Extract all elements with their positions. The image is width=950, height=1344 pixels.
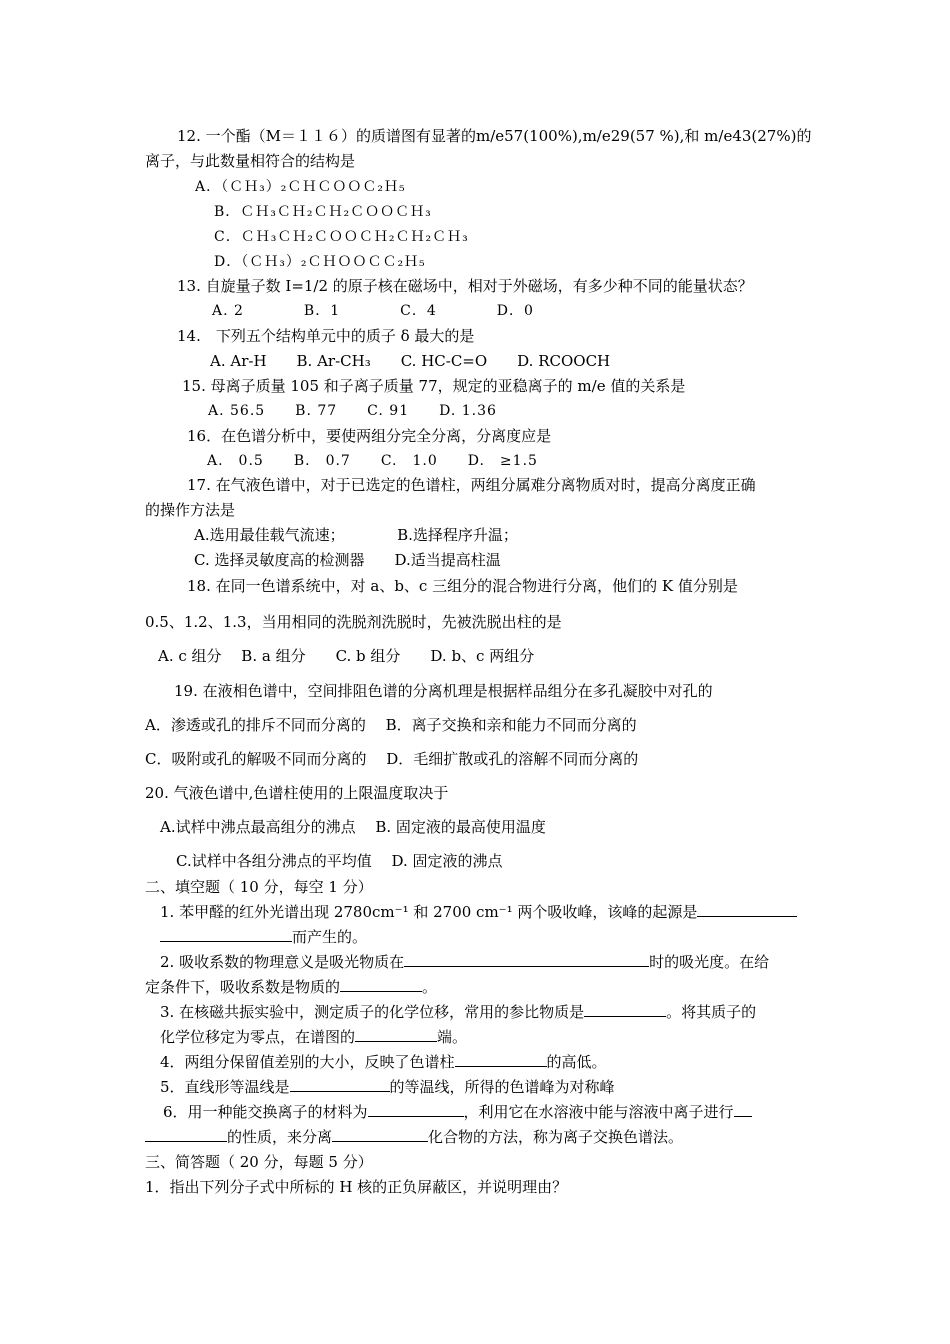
- fill4-blank[interactable]: [455, 1052, 547, 1067]
- q17-options-cd: C. 选择灵敏度高的检测器 D.适当提高柱温: [194, 551, 501, 569]
- section3-heading: 三、简答题（ 20 分，每题 5 分）: [145, 1153, 373, 1171]
- fill6-blank-2b[interactable]: [145, 1127, 227, 1142]
- q13-options: A. 2 B．1 C．4 D．0: [212, 303, 534, 319]
- q12-option-d: D．（ＣＨ₃）₂ＣＨＯＯＣＣ₂Ｈ₅: [214, 254, 426, 270]
- q14-options: A. Ar-H B. Ar-CH₃ C. HC-C=O D. RCOOCH: [210, 352, 611, 370]
- fill2-text: 2. 吸收系数的物理意义是吸光物质在: [160, 953, 405, 971]
- fill6-text-2: 的性质，来分离: [227, 1128, 333, 1146]
- fill5-text: 5．直线形等温线是: [160, 1078, 290, 1096]
- fill3-text-2: 化学位移定为零点，在谱图的: [160, 1028, 356, 1046]
- fill3-line2: [160, 1027, 467, 1047]
- q17-stem-line2: 的操作方法是: [145, 501, 236, 519]
- fill2-blank-1[interactable]: [404, 952, 649, 967]
- q12-stem-line1: 12. 一个酯（M＝１１６）的质谱图有显著的m/e57(100%),m/e29(57 %),和 m/e43(27%)的: [177, 127, 812, 145]
- fill6-text-mid: ，利用它在水溶液中能与溶液中离子进行: [463, 1103, 734, 1121]
- q17-stem-line1: 17. 在气液色谱中，对于已选定的色谱柱，两组分属难分离物质对时，提高分离度正确: [187, 476, 756, 494]
- fill5-text-end: 的等温线，所得的色谱峰为对称峰: [389, 1078, 615, 1096]
- fill2-text-mid: 时的吸光度。在给: [649, 953, 770, 971]
- fill5-blank[interactable]: [290, 1077, 390, 1092]
- fill6-blank-1[interactable]: [368, 1102, 464, 1117]
- fill2-text-2: 定条件下，吸收系数是物质的: [145, 978, 341, 996]
- q19-stem: 19. 在液相色谱中，空间排阻色谱的分离机理是根据样品组分在多孔凝胶中对孔的: [174, 682, 713, 700]
- fill4-line: [160, 1052, 607, 1072]
- fill6-blank-2a[interactable]: [734, 1102, 752, 1117]
- q19-options-cd: C．吸附或孔的解吸不同而分离的 D．毛细扩散或孔的溶解不同而分离的: [145, 750, 639, 768]
- fill2-text-end: 。: [422, 978, 438, 996]
- q18-options: A. c 组分 B. a 组分 C. b 组分 D. b、c 两组分: [158, 647, 535, 665]
- fill4-text-end: 的高低。: [546, 1053, 607, 1071]
- section2-heading: 二、填空题（ 10 分，每空 1 分）: [145, 878, 373, 896]
- fill3-text-end: 端。: [437, 1028, 468, 1046]
- q15-options: A. 56.5 B. 77 C. 91 D. 1.36: [208, 403, 497, 419]
- q12-option-a: A．（ＣＨ₃）₂ＣＨＣＯＯＣ₂Ｈ₅: [195, 179, 406, 195]
- q15-stem: 15. 母离子质量 105 和子离子质量 77，规定的亚稳离子的 m/e 值的关系是: [182, 377, 686, 395]
- q16-options: A. 0.5 B. 0.7 C. 1.0 D. ≥1.5: [207, 453, 538, 469]
- q13-stem: 13. 自旋量子数 I=1/2 的原子核在磁场中，相对于外磁场，有多少种不同的能量状态？: [177, 277, 753, 295]
- fill6-line1: [163, 1102, 752, 1122]
- q17-options-ab: A.选用最佳载气流速； B.选择程序升温；: [194, 526, 518, 544]
- q19-options-ab: A．渗透或孔的排斥不同而分离的 B．离子交换和亲和能力不同而分离的: [145, 716, 637, 734]
- q12-stem-line2: 离子，与此数量相符合的结构是: [145, 152, 356, 170]
- fill3-text: 3. 在核磁共振实验中，测定质子的化学位移，常用的参比物质是: [160, 1003, 585, 1021]
- fill3-line1: [160, 1002, 756, 1022]
- q14-stem: 14. 下列五个结构单元中的质子 δ 最大的是: [177, 327, 475, 345]
- q18-stem-line1: 18. 在同一色谱系统中，对 a、b、c 三组分的混合物进行分离，他们的 K 值分别是: [187, 577, 738, 595]
- q20-options-cd: C.试样中各组分沸点的平均值 D. 固定液的沸点: [176, 852, 503, 870]
- fill1-blank-1[interactable]: [697, 902, 797, 917]
- fill2-line1: [160, 952, 769, 972]
- q20-stem: 20. 气液色谱中,色谱柱使用的上限温度取决于: [145, 784, 449, 802]
- short-answer-q1: 1．指出下列分子式中所标的 H 核的正负屏蔽区，并说明理由？: [145, 1178, 568, 1196]
- fill1-line1: [160, 902, 797, 922]
- fill1-blank-2[interactable]: [160, 927, 292, 942]
- fill2-line2: [145, 977, 437, 997]
- fill3-text-mid: 。将其质子的: [666, 1003, 757, 1021]
- q12-option-c: C．ＣＨ₃ＣＨ₂ＣＯＯＣＨ₂ＣＨ₂ＣＨ₃: [214, 229, 469, 245]
- fill1-line2: [160, 927, 367, 947]
- q20-options-ab: A.试样中沸点最高组分的沸点 B. 固定液的最高使用温度: [160, 818, 546, 836]
- q18-stem-line2: 0.5、1.2、1.3，当用相同的洗脱剂洗脱时，先被洗脱出柱的是: [145, 613, 562, 631]
- fill3-blank-2[interactable]: [355, 1027, 437, 1042]
- fill2-blank-2[interactable]: [340, 977, 422, 992]
- fill6-blank-3[interactable]: [332, 1127, 428, 1142]
- fill4-text: 4．两组分保留值差别的大小，反映了色谱柱: [160, 1053, 455, 1071]
- fill5-line: [160, 1077, 615, 1097]
- fill6-text: 6．用一种能交换离子的材料为: [163, 1103, 368, 1121]
- q12-option-b: B．ＣＨ₃ＣＨ₂ＣＨ₂ＣＯＯＣＨ₃: [214, 204, 432, 220]
- q16-stem: 16．在色谱分析中，要使两组分完全分离，分离度应是: [187, 427, 552, 445]
- fill6-text-end: 化合物的方法，称为离子交换色谱法。: [428, 1128, 684, 1146]
- fill1-text: 1. 苯甲醛的红外光谱出现 2780cm⁻¹ 和 2700 cm⁻¹ 两个吸收峰，该峰的起源是: [160, 903, 698, 921]
- fill3-blank-1[interactable]: [584, 1002, 666, 1017]
- fill1-text-end: 而产生的。: [292, 928, 368, 946]
- fill6-line2: [145, 1127, 683, 1147]
